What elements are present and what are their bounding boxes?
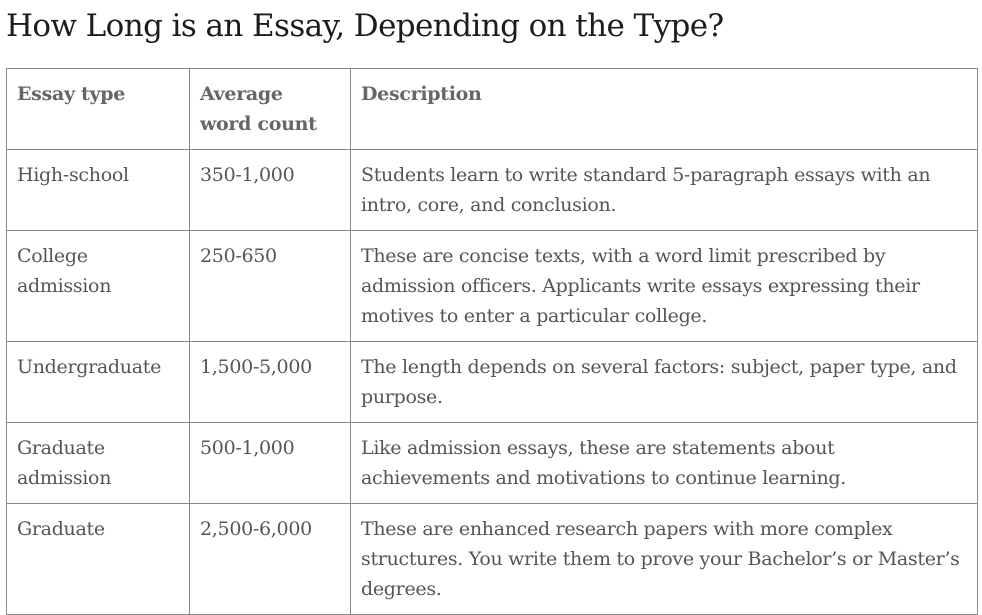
cell-description: These are concise texts, with a word limit prescribed by admission officers. Applicants write essays expressing their motives to enter a particular college. [351, 231, 978, 342]
cell-description: Like admission essays, these are statements about achievements and motivations to continue learning. [351, 423, 978, 504]
cell-word-count: 500-1,000 [190, 423, 351, 504]
essay-length-table [6, 68, 978, 615]
cell-word-count: 250-650 [190, 231, 351, 342]
cell-essay-type: Graduate admission [7, 423, 190, 504]
table-row [7, 342, 978, 423]
page-title: How Long is an Essay, Depending on the Type? [6, 8, 724, 44]
header-average-word-count: Average word count [190, 69, 351, 150]
header-essay-type: Essay type [7, 69, 190, 150]
table-row [7, 423, 978, 504]
cell-word-count: 2,500-6,000 [190, 504, 351, 615]
cell-essay-type: Graduate [7, 504, 190, 615]
cell-description: Students learn to write standard 5-paragraph essays with an intro, core, and conclusion. [351, 150, 978, 231]
cell-word-count: 1,500-5,000 [190, 342, 351, 423]
cell-essay-type: High-school [7, 150, 190, 231]
table-header [7, 69, 978, 150]
table-row [7, 231, 978, 342]
cell-description: These are enhanced research papers with more complex structures. You write them to prove your Bachelor’s or Master’s degrees. [351, 504, 978, 615]
cell-essay-type: Undergraduate [7, 342, 190, 423]
cell-description: The length depends on several factors: subject, paper type, and purpose. [351, 342, 978, 423]
table-header-row [7, 69, 978, 150]
table-body [7, 150, 978, 615]
table-row [7, 150, 978, 231]
cell-essay-type: College admission [7, 231, 190, 342]
table-row [7, 504, 978, 615]
cell-word-count: 350-1,000 [190, 150, 351, 231]
header-description: Description [351, 69, 978, 150]
